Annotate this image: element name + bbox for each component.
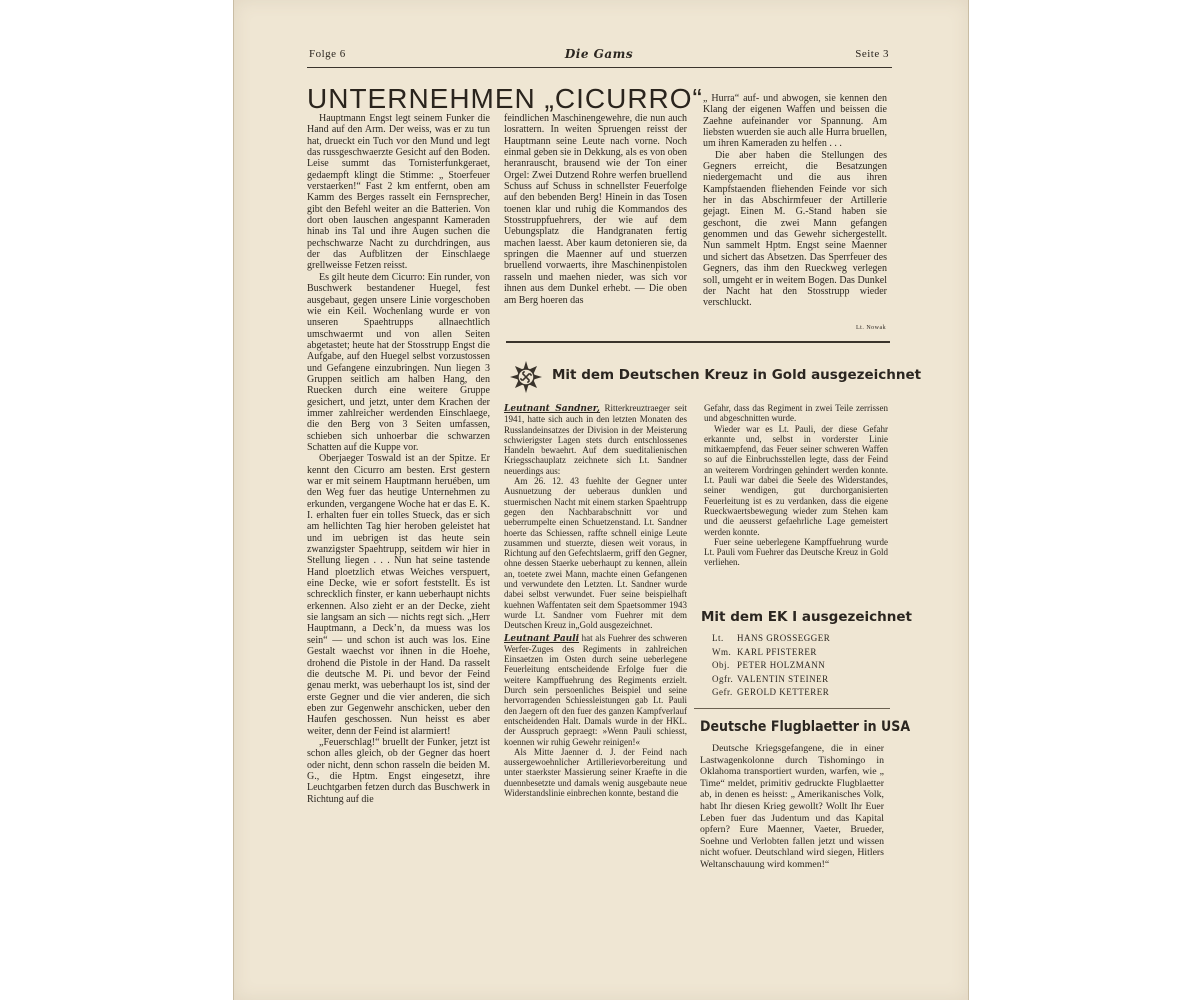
dk-column-2 [704, 403, 888, 568]
name-lead: Leutnant Pauli [504, 633, 580, 644]
paragraph: Gefahr, dass das Regiment in zwei Teile zerrissen und abgeschnitten wurde. [704, 403, 888, 424]
name-lead: Leutnant Sandner, [504, 404, 600, 414]
article-column-3 [703, 93, 887, 309]
paragraph: feindlichen Maschinengewehre, die nun auch losrattern. In weiten Spruengen reisst der Hauptmann seine Leute nach vorne. Noch einmal geben sie in Dekkung, als es von oben heranrauscht, brausend wie der Ton einer Orgel: Zwei Dutzend Rohre werfen bruellend Schuss auf Schuss in schnellster Feuerfolge auf den bebenden Berg! Hinein in das Tosen toenen klar und ruhig die Kommandos des Stosstruppfuehrers, der wie auf dem Uebungsplatz die Handgranaten fertig machen laesst. Aber kaum detonieren sie, da springen die Maenner auf und stuerzen bruellend vorwaerts, ihre Maschinenpistolen rasseln und maehen nieder, was sich vor ihnen aus dem Dunkel erhebt. — Die oben am Berg hoeren das [504, 113, 688, 306]
page-number: Seite 3 [855, 48, 889, 60]
paragraph: Wieder war es Lt. Pauli, der diese Gefahr erkannte und, selbst in vorderster Linie mitkaempfend, das Feuer seiner schweren Waffen so auf die Einbruchsstellen legte, dass der Feind an weiterem Vordringen gehindert werden konnte. Lt. Pauli war dabei die Seele des Widerstandes, seiner wendigen, gut durchorganisierten Feuerleitung ist es zu verdanken, dass die eigene Rueckwaertsbewegung wieder zum Stehen kam und die aeusserst gefaehrliche Lage gemeistert werden konnte. [704, 423, 888, 537]
flugblaetter-body [700, 743, 884, 871]
list-item: Gefr. GEROLD KETTERER [712, 687, 830, 698]
paragraph: Leutnant Pauli hat als Fuehrer des schweren Werfer-Zuges des Regiments in zahlreichen Einsaetzen im Osten durch seine ueberlegene Feuerleitung entscheidende Erfolge fuer die weitere Kampffuehrung des Regiments erzielt. Durch sein persoenliches Beispiel und seine hervorragenden Schiessleistungen gab Lt. Pauli den Jaegern oft den fuer des ganzen Kampfverlauf entscheidenden Halt. Damals wurde in der HKL. der Ausspruch gepraegt: »Wenn Pauli schiesst, koennen wir ruhig Gewehr reinigen!« [504, 632, 688, 747]
issue-number: Folge 6 [309, 48, 346, 60]
section-title-deutsches-kreuz: Mit dem Deutschen Kreuz in Gold ausgezeichnet [552, 367, 922, 383]
paragraph: „ Hurra“ auf- und abwogen, sie kennen den Klang der eigenen Waffen und beissen die Zaehne aufeinander vor Spannung. Am liebsten wuerden sie auch alle Hurra bruellen, um ihren Kameraden zu helfen . . . [703, 93, 887, 150]
header-rule [307, 67, 892, 68]
swastika-star-emblem [509, 360, 543, 394]
section-rule [506, 341, 890, 343]
paragraph: Es gilt heute dem Cicurro: Ein runder, von Buschwerk bestandener Huegel, fest ausgebaut, gegen unsere Linie vorgeschoben wie ein Keil. Wochenlang wurde er von unseren Spaehtrupps allnaechtlich umschwaermt und von allen Seiten abgetastet; heute hat der Stosstrupp Engst die Aufgabe, auf den Huegel selbst vorzustossen und Gefangene einzubringen. Nun liegen 3 Gruppen seitlich am halben Hang, den Ruecken durch eine weitere Gruppe gesichert, und jetzt, unter dem Krachen der immer zahlreicher werdenden Einschlaege, die den Berg von 3 Seiten umfassen, schieben sich unhoerbar die schwarzen Schatten auf die Kuppe vor. [307, 271, 490, 453]
paragraph: Fuer seine ueberlegene Kampffuehrung wurde Lt. Pauli vom Fuehrer das Deutsche Kreuz in Gold verliehen. [704, 536, 888, 568]
newspaper-page [233, 0, 969, 1000]
paragraph: „Feuerschlag!“ bruellt der Funker, jetzt ist schon alles gleich, ob der Gegner das hoert oder nicht, denn schon rasseln die beiden M. G., die Hptm. Engst eingesetzt, ihre Leuchtgarben fetzen durch das Buschwerk in Richtung auf die [307, 736, 490, 805]
list-item: Lt. HANS GROSSEGGER [712, 633, 831, 643]
section-title-ek: Mit dem EK I ausgezeichnet [701, 609, 912, 625]
section-rule [694, 708, 890, 709]
author-byline: Lt. Nowak [856, 325, 887, 331]
section-title-flugblaetter: Deutsche Flugblaetter in USA [700, 719, 911, 735]
list-item: Obj. PETER HOLZMANN [712, 660, 826, 671]
article-column-1 [307, 113, 490, 805]
paragraph: Als Mitte Jaenner d. J. der Feind nach aussergewoehnlicher Artillerievorbereitung und unter staerkster Massierung seiner Kraefte in die duennbesetzte und damals wenig ausgebaute neue Widerstandslinie einbrechen konnte, bestand die [504, 746, 687, 798]
left-page-margin [0, 0, 233, 1000]
dk-column-1 [504, 403, 687, 798]
paragraph: Leutnant Sandner, Ritterkreuztraeger seit 1941, hatte sich auch in den letzten Monaten des Russlandeinsatzes der Division in der Meisterung schwierigster Lagen stets durch entschlossenes Handeln bewaehrt. Auf dem sueditalienischen Kriegsschauplatz zeichnete sich Lt. Sandner neuerdings aus: [504, 403, 688, 476]
list-item: Wm. KARL PFISTERER [712, 646, 817, 657]
recipient-list [712, 632, 830, 700]
paragraph: Oberjaeger Toswald ist an der Spitze. Er kennt den Cicurro am besten. Erst gestern war er mit seinem Hauptmann heruében, um den Weg fuer das heutige Unternehmen zu erkunden, vergangene Woche hat er das E. K. I. erhalten fuer ein tolles Stueck, das er sich am hellichten Tag hier heroben geleistet hat und im uebrigen ist das heute sein zwanzigster Spaehtrupp, seitdem wir hier in Stellung liegen . . . Nun hat seine tastende Hand ploetzlich etwas Weiches verspuert, eine Decke, wie er sofort feststellt. Es ist schrecklich finster, er kann ueberhaupt nichts erkennen. Also zieht er an der Decke, zieht sie langsam an sich — nichts regt sich. „Herr Hauptmann, a Deck’n, da muess was los sein“ — und schon ist auch was los. Eine Gestalt waechst vor ihnen in die Hoehe, drohend die Pistole in der Hand. Da rasselt die deutsche M. Pi. und bevor der Feind genau merkt, was ueberhaupt los ist, sind der erste Gegner und die vier anderen, die sich eben zur Gegenwehr anschicken, ueber den Haufen geschossen. Nun heisst es aber weiter, denn der Feind ist alarmiert! [307, 453, 490, 737]
paragraph: Deutsche Kriegsgefangene, die in einer Lastwagenkolonne durch Tishomingo in Oklahoma transportiert wurden, warfen, wie „ Time“ meldet, primitiv gedruckte Flugblaetter ab, in denen es heisst: „ Amerikanisches Volk, habt Ihr diesen Krieg gewollt? Wollt Ihr Euer Leben fuer das Judentum und das Kapital opfern? Eure Maenner, Vaeter, Brueder, Soehne und Verlobten fallen jetzt und wissen nicht wofuer. Deutschland wird siegen, Hitlers Weltanschauung wird kommen!“ [700, 743, 884, 870]
right-page-margin [967, 0, 1200, 1000]
paragraph: Die aber haben die Stellungen des Gegners erreicht, die Besatzungen niedergemacht und die aus ihren Kampfstaenden fliehenden Feinde vor sich her in das Abschirmfeuer der Artillerie gejagt. Einen M. G.-Stand haben sie geschont, die zwei Mann gefangen genommen und das Gewehr sichergestellt. Nun sammelt Hptm. Engst seine Maenner und sichert das Absetzen. Das Sperrfeuer des Gegners, das ihm den Rueckweg verlegen soll, umgeht er in weitem Bogen. Das Dunkel der Nacht hat den Stosstrupp wieder verschluckt. [703, 149, 887, 309]
article-headline: UNTERNEHMEN „CICURRO“ [307, 83, 703, 114]
masthead-title: Die Gams [564, 47, 634, 61]
paragraph: Am 26. 12. 43 fuehlte der Gegner unter Ausnuetzung der ueberaus dunklen und stuermischen Nacht mit einem starken Spaehtrupp gegen den Nachbarabschnitt vor und ueberrumpelte einen Schuetzenstand. Lt. Sandner hoerte das Schiessen, raffte schnell einige Leute zusammen und stuerzte, diesen weit voraus, in Richtung auf den Gefechtslaerm, griff den Gegner, ohne dessen Staerke ueberhaupt zu kennen, allein an, toetete zwei Mann, machte einen Gefangenen und verwundete den Letzten. Lt. Sandner wurde dabei selbst verwundet. Fuer seine beispielhaft kuehnen Waffentaten seit dem Spaetsommer 1943 wurde Lt. Sandner vom Fuehrer mit dem Deutschen Kreuz in„Gold ausgezeichnet. [504, 476, 687, 631]
article-column-2 [504, 113, 687, 306]
paragraph: Hauptmann Engst legt seinem Funker die Hand auf den Arm. Der weiss, was er zu tun hat, drueckt ein Tuch vor den Mund und legt das russgeschwaerzte Gesicht auf den Boden. Leise summt das Tornisterfunkgeraet, gedaempft klingt die Stimme: „ Stoerfeuer verstaerken!“ Fast 2 km entfernt, oben am Kamm des Berges rasselt ein Fernsprecher, gibt den Befehl weiter an die Batterien. Von dort oben lauschen angespannt Kameraden hinab ins Tal und ihre Augen suchen die pechschwarze Nacht zu durchdringen, aus der das Aufblitzen der Einschlaege grellweisse Fetzen reisst. [307, 113, 490, 272]
list-item: Ogfr. VALENTIN STEINER [712, 673, 829, 684]
